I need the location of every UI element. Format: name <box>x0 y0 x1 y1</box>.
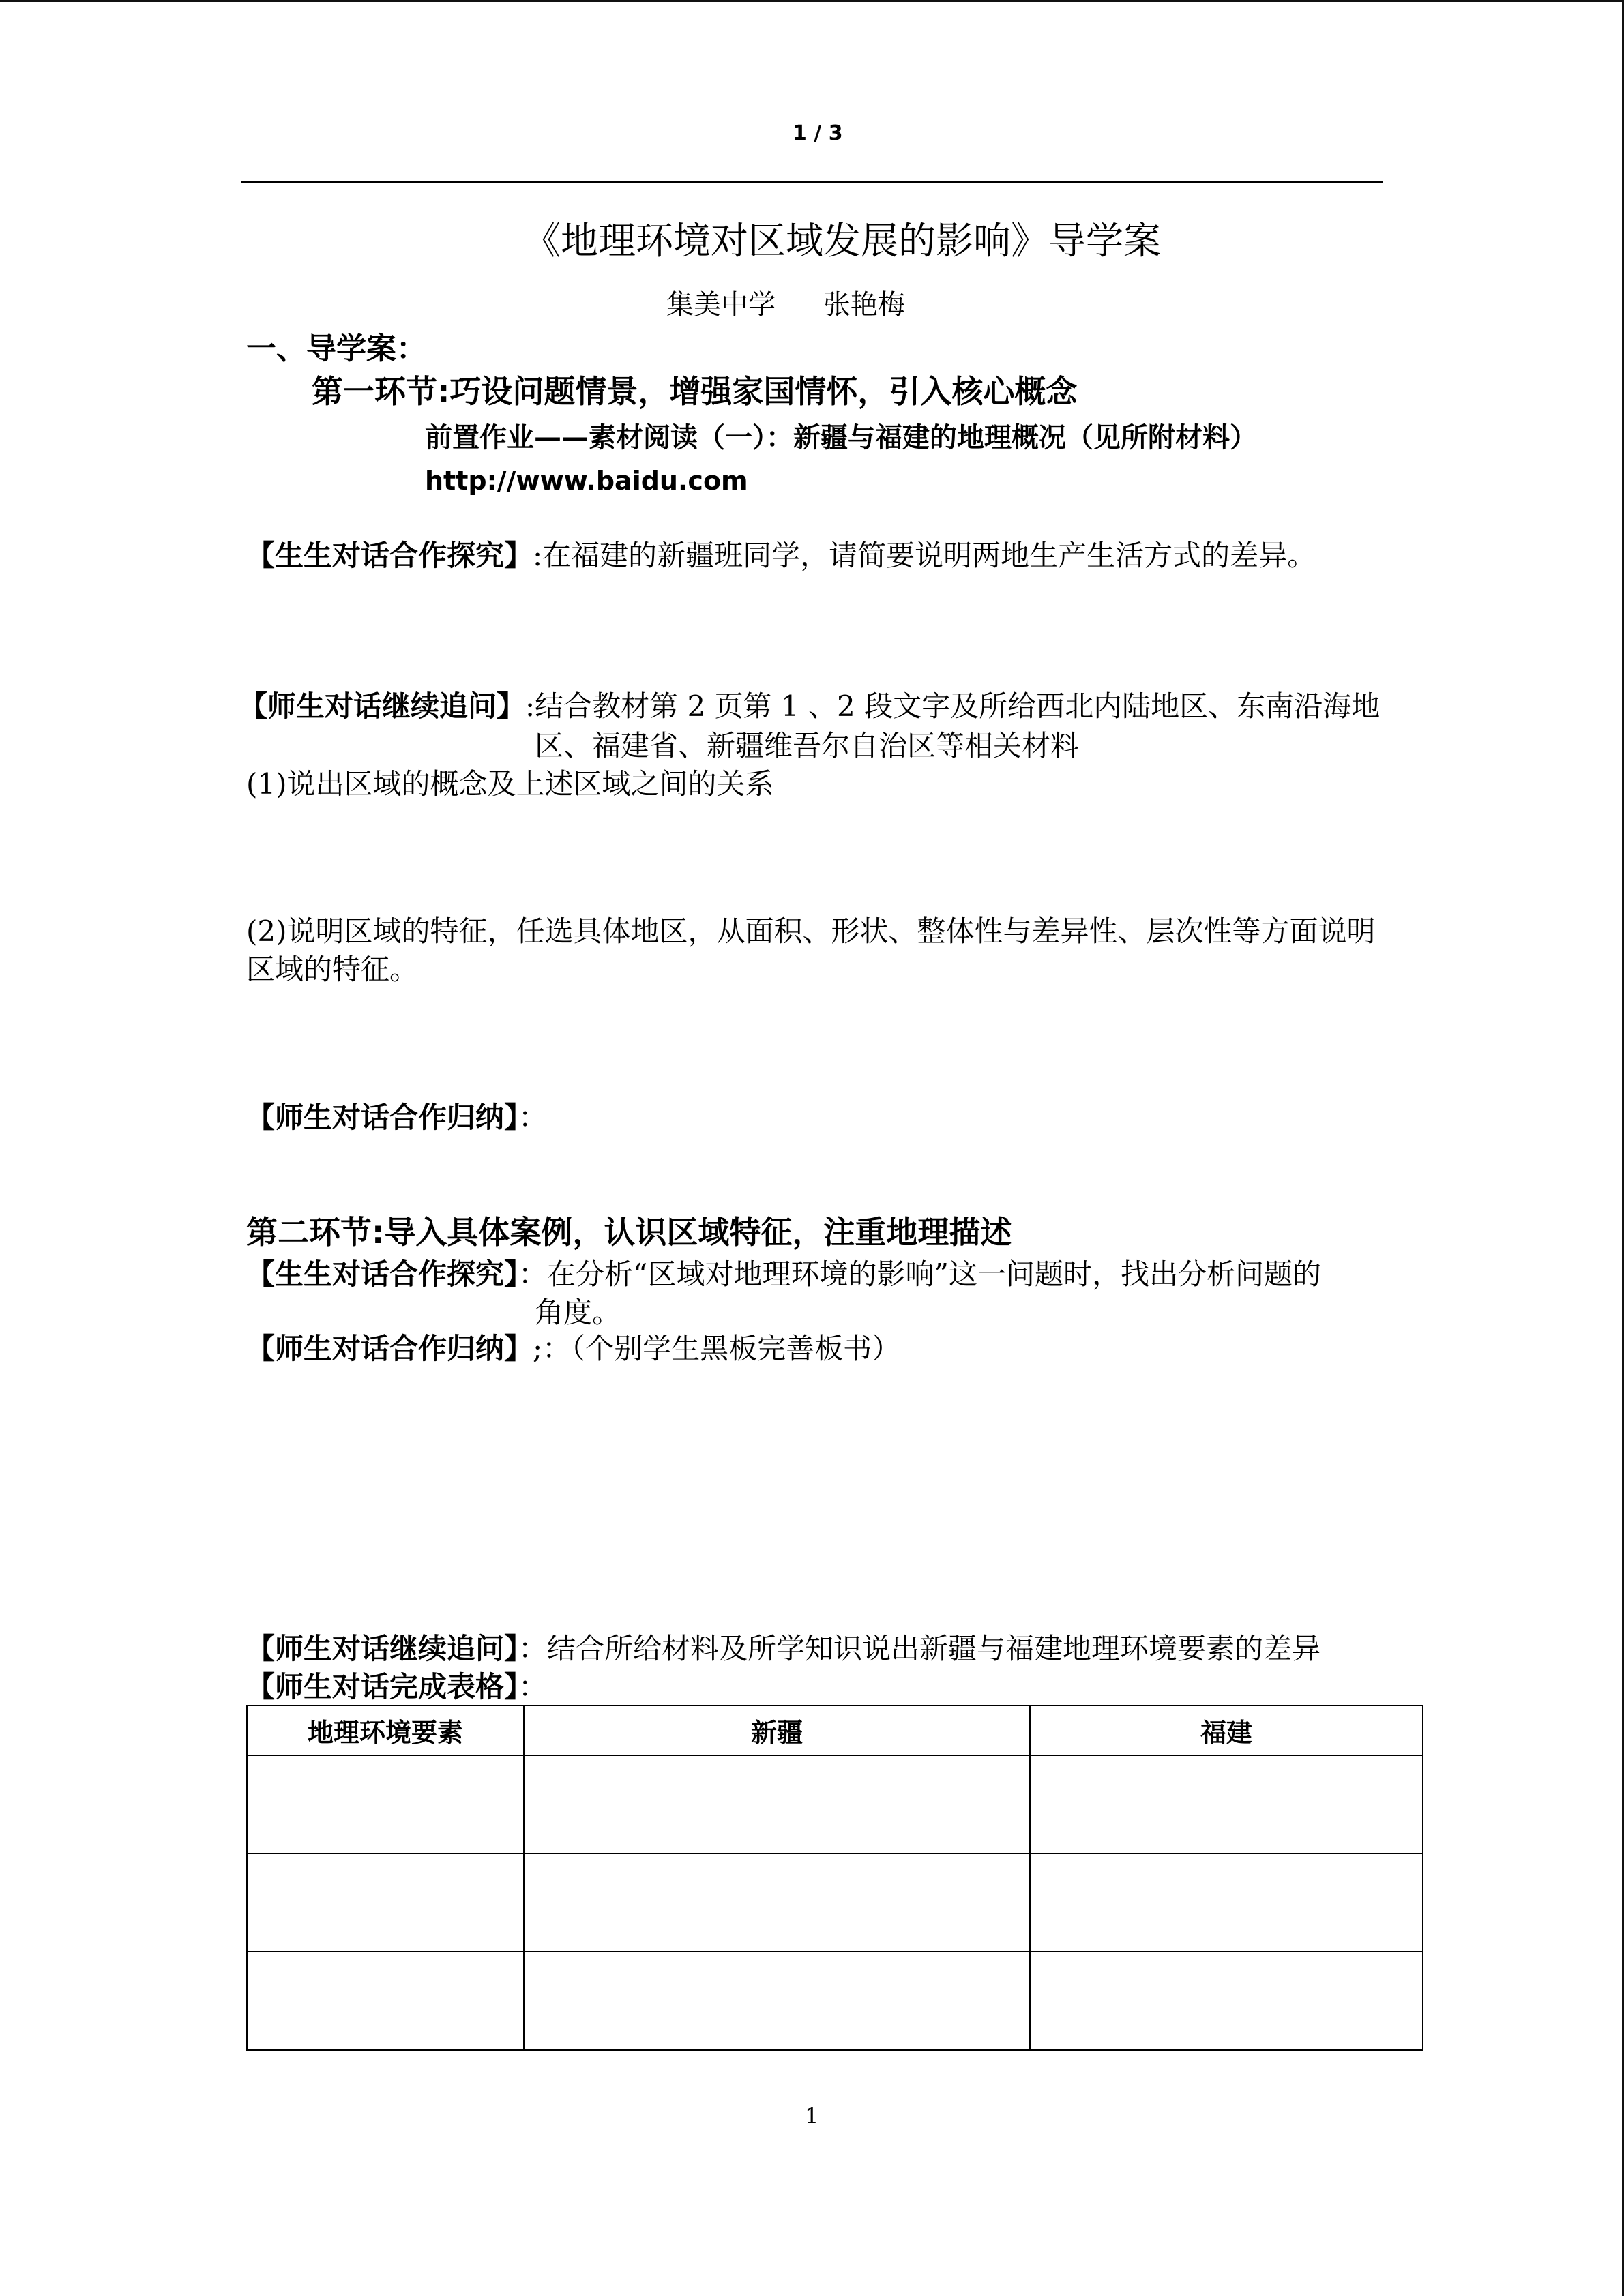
table-caption-label: 【师生对话完成表格】 <box>246 1670 519 1703</box>
table-cell <box>247 1952 524 2050</box>
teacher-followup-label: 【师生对话继续追问】 <box>239 689 526 723</box>
question-2-continued: 区域的特征。 <box>246 953 419 986</box>
pre-work-assignment: 前置作业——素材阅读（一）：新疆与福建的地理概况（见所附材料） <box>425 422 1257 453</box>
stage2-teacher-followup <box>246 1632 1320 1665</box>
table-cell <box>524 1952 1030 2050</box>
teacher-followup-text-continued: 区、福建省、新疆维吾尔自治区等相关材料 <box>535 729 1080 762</box>
page-number: 1 <box>805 2103 819 2129</box>
stage2-student-inquiry <box>246 1258 1321 1291</box>
stage1-student-inquiry <box>246 539 1316 572</box>
summary-text: ： <box>518 1101 548 1134</box>
student-inquiry-text: :在福建的新疆班同学，请简要说明两地生产生活方式的差异。 <box>533 539 1316 572</box>
student-inquiry-label: 【生生对话合作探究】 <box>246 539 533 572</box>
page-indicator: 1 / 3 <box>793 121 843 145</box>
stage1-heading: 第一环节:巧设问题情景，增强家国情怀，引入核心概念 <box>312 373 1078 410</box>
teacher-followup-text: :结合教材第 2 页第 1 、2 段文字及所给西北内陆地区、东南沿海地 <box>525 689 1381 723</box>
table-row <box>247 1952 1423 2050</box>
summary-label: 【师生对话合作归纳】 <box>246 1101 519 1134</box>
reference-link[interactable]: http://www.baidu.com <box>425 466 748 496</box>
table-cell <box>1030 1853 1423 1952</box>
author-name: 张艳梅 <box>823 289 905 320</box>
question-2: (2)说明区域的特征，任选具体地区，从面积、形状、整体性与差异性、层次性等方面说明 <box>246 914 1376 948</box>
table-row <box>247 1853 1423 1952</box>
table-caption-text: ： <box>518 1670 548 1703</box>
header-geo-elements: 地理环境要素 <box>247 1705 524 1755</box>
header-fujian: 福建 <box>1030 1705 1423 1755</box>
table-cell <box>247 1755 524 1853</box>
table-cell <box>1030 1755 1423 1853</box>
teacher-followup-label: 【师生对话继续追问】 <box>246 1632 519 1665</box>
header-rule <box>241 181 1383 183</box>
student-inquiry-text: ：在分析“区域对地理环境的影响”这一问题时，找出分析问题的 <box>518 1257 1321 1291</box>
header-xinjiang: 新疆 <box>524 1705 1030 1755</box>
stage1-teacher-followup <box>239 690 1380 723</box>
stage2-summary <box>246 1332 900 1365</box>
table-cell <box>247 1853 524 1952</box>
table-cell <box>524 1853 1030 1952</box>
summary-label: 【师生对话合作归纳】 <box>246 1332 533 1365</box>
author-school: 集美中学 <box>666 289 776 320</box>
student-inquiry-text-continued: 角度。 <box>535 1296 621 1329</box>
comparison-table <box>246 1705 1423 2051</box>
table-cell <box>1030 1952 1423 2050</box>
table-caption <box>246 1671 547 1703</box>
teacher-followup-text: ：结合所给材料及所学知识说出新疆与福建地理环境要素的差异 <box>518 1632 1321 1665</box>
table-row <box>247 1755 1423 1853</box>
summary-text: ;：（个别学生黑板完善板书） <box>533 1332 901 1365</box>
table-header-row <box>247 1705 1423 1755</box>
document-title: 《地理环境对区域发展的影响》导学案 <box>523 219 1162 263</box>
question-1: (1)说出区域的概念及上述区域之间的关系 <box>246 767 774 801</box>
stage1-summary <box>246 1101 547 1134</box>
section-heading: 一、导学案： <box>246 331 426 366</box>
author-line <box>666 288 905 321</box>
student-inquiry-label: 【生生对话合作探究】 <box>246 1257 519 1291</box>
stage2-heading: 第二环节:导入具体案例，认识区域特征，注重地理描述 <box>246 1214 1012 1251</box>
table-cell <box>524 1755 1030 1853</box>
